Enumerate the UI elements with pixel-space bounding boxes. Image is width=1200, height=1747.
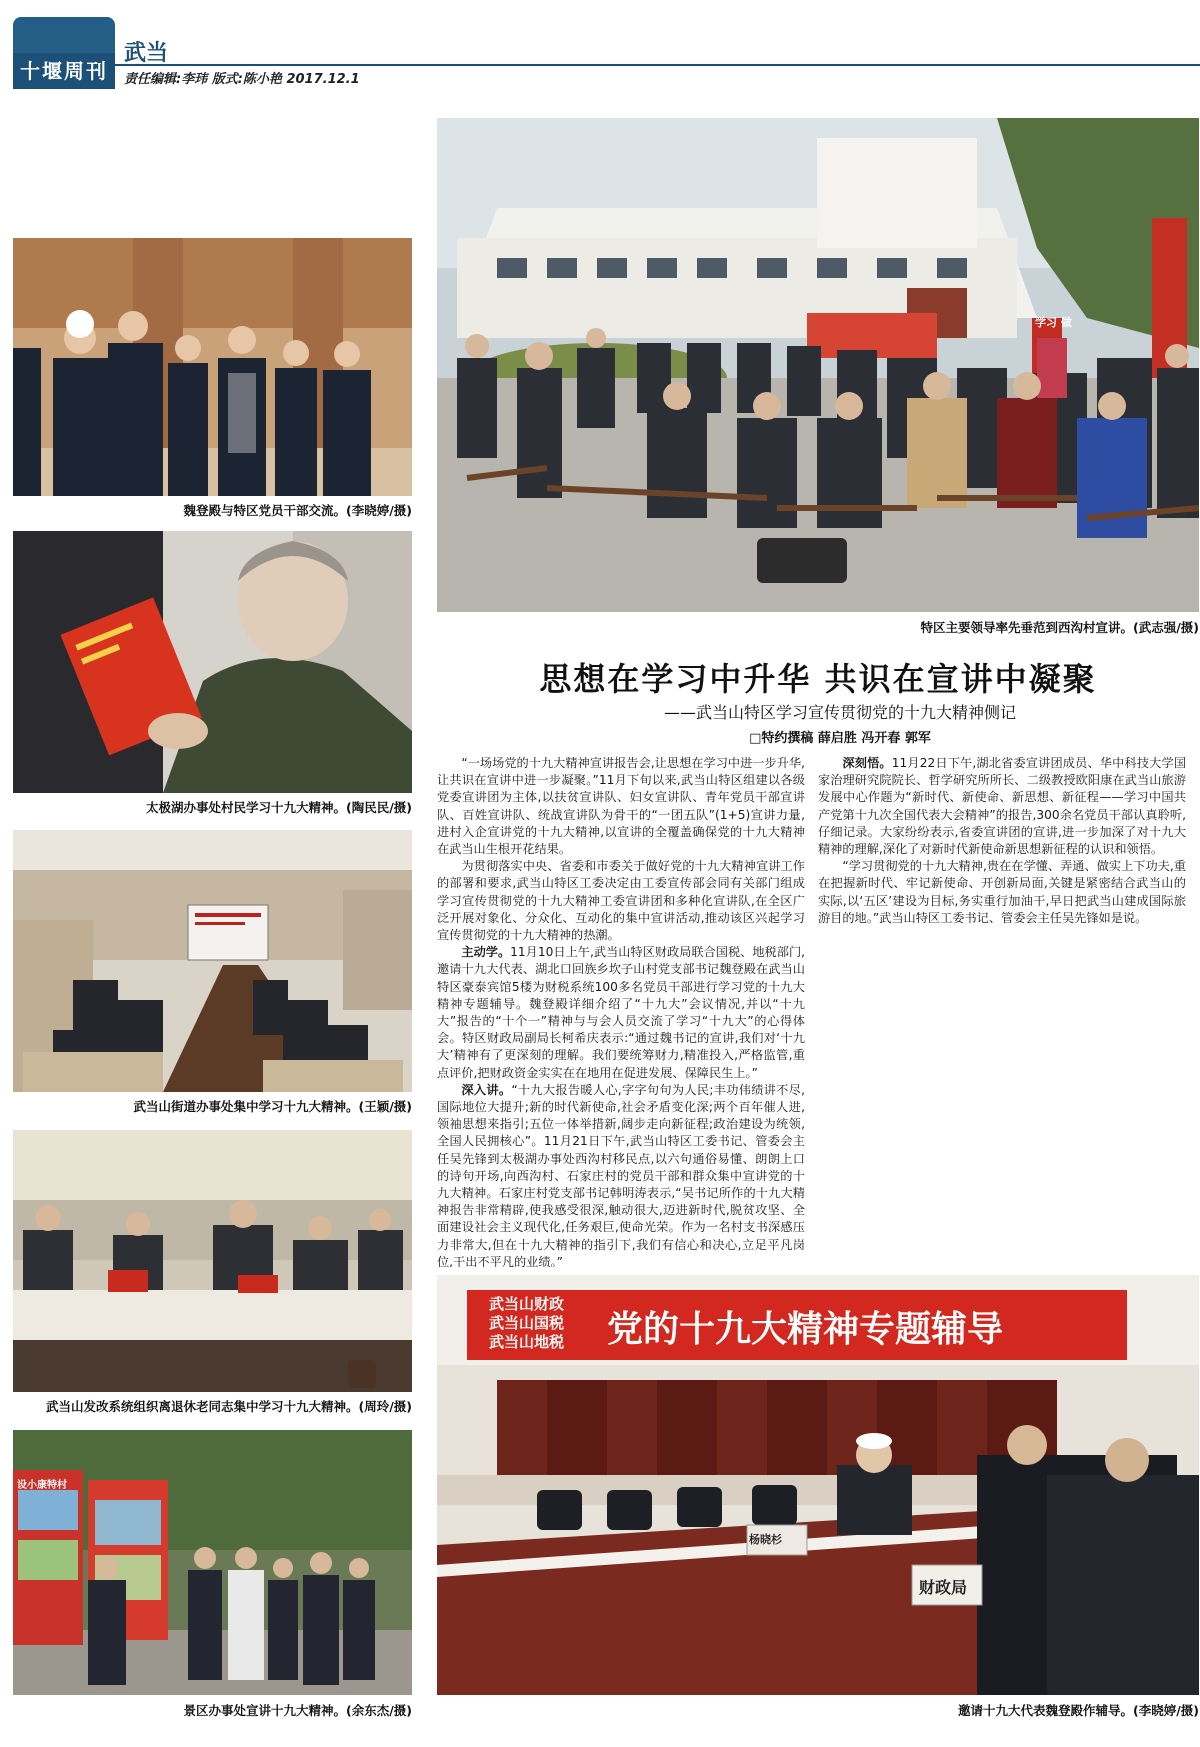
photo-scenic-area-lecture (13, 1430, 412, 1695)
paragraph (437, 944, 805, 1082)
paragraph-body: “十九大报告暖人心,字字句句为人民;丰功伟绩讲不尽,国际地位大提升;新的时代新使命,社会矛盾变化深;两个百年催人进,领袖思想来指引;五位一体举措新,阔步走向新征程;政治建设为统领,全国人民拥核心”。11月21日下午,武当山特区工委书记、管委会主任吴先锋到太极湖办事处西沟村移民点,以六句通俗易懂、朗朗上口的诗句开场,向西沟村、石家庄村的党员干部和群众集中宣讲党的十九大精神。石家庄村党支部书记韩明涛表示,“吴书记所作的十九大精神报告非常精辟,使我感受很深,触动很大,迈进新时代,脱贫攻坚、全面建设社会主义现代化,任务艰巨,使命光荣。作为一名村支书深感压力非常大,但在十九大精神的指引下,我们有信心和决心,立足平凡岗位,干出不平凡的业绩。” (437, 1082, 805, 1267)
paragraph-body: 11月10日上午,武当山特区财政局联合国税、地税部门,邀请十九大代表、湖北口回族乡坎子山村党支部书记魏登殿在武当山特区豪泰宾馆5楼为财税系统100多名党员干部进行学习党的十九大精神专题辅导。魏登殿详细介绍了“十九大”会议情况,并以“十九大”报告的“十个一”精神与与会人员交流了学习“十九大”的心得体会。特区财政局副局长柯希庆表示:“通过魏书记的宣讲,我们对‘十九大’精神有了更深刻的理解。我们要统筹财力,精准投入,严格监管,重点评价,把财政资金实实在在地用在促进发展、保障民生上。” (437, 945, 805, 1080)
board-text-main: 学习 做 (1035, 316, 1072, 329)
banner-line: 武当山财政 (489, 1295, 565, 1313)
banner-title: 党的十九大精神专题辅导 (607, 1309, 1004, 1350)
paragraph-lead: 深刻悟。 (842, 756, 892, 770)
article-byline: □特约撰稿 薛启胜 冯开春 郭军 (749, 731, 931, 746)
paragraph-lead: 深入讲。 (461, 1082, 512, 1097)
article-column-1 (437, 755, 805, 1267)
paragraph (437, 1082, 805, 1267)
masthead-rule (115, 64, 1200, 66)
banner-line: 武当山国税 (489, 1314, 565, 1332)
caption-street-office-study: 武当山街道办事处集中学习十九大精神。(王颖/摄) (133, 1099, 412, 1114)
paragraph: “学习贯彻党的十九大精神,贵在在学懂、弄通、做实上下功夫,重在把握新时代、牢记新使命、开创新局面,关键是紧密结合武当山的实际,以‘五区’建设为目标,务实重行加油干,早日把武当山建成国际旅游目的地。”武当山特区工委书记、管委会主任吴先锋如是说。 (818, 859, 1186, 925)
section-title: 武当 (124, 41, 169, 66)
banner-left (489, 1295, 564, 1352)
caption-exchange: 魏登殿与特区党员干部交流。(李晓婷/摄) (183, 503, 412, 518)
photo-exchange (13, 238, 412, 496)
photo-street-office-study (13, 830, 412, 1092)
photo-villager-reading (13, 531, 412, 793)
caption-villager-reading: 太极湖办事处村民学习十九大精神。(陶民民/摄) (146, 800, 412, 815)
nameplate: 财政局 (919, 1578, 968, 1597)
photo-retirees-study (13, 1130, 412, 1392)
paragraph-lead: 主动学。 (461, 945, 511, 960)
paragraph: 为贯彻落实中央、省委和市委关于做好党的十九大精神宣讲工作的部署和要求,武当山特区工委决定由工委宣传部会同有关部门组成学习宣传贯彻党的十九大精神工委宣讲团和多种化宣讲队,在全区广泛开展对象化、分众化、互动化的集中宣讲活动,推动该区兴起学习宣传贯彻党的十九大精神的热潮。 (437, 859, 805, 943)
logo-text: 十堰周刊 (13, 53, 115, 89)
caption-representative-lecture: 邀请十九大代表魏登殿作辅导。(李晓婷/摄) (958, 1703, 1199, 1718)
paragraph-body: 11月22日下午,湖北省委宣讲团成员、华中科技大学国家治理研究院院长、哲学研究所所长、二级教授欧阳康在武当山旅游发展中心作题为“新时代、新使命、新思想、新征程——学习中国共产党第十九次全国代表大会精神”的报告,300余名党员干部认真聆听,仔细记录。大家纷纷表示,省委宣讲团的宣讲,进一步加深了对十九大精神的理解,深化了对新时代新使命新思想新征程的认识和领悟。 (818, 756, 1186, 857)
board-text: 设小康特村 (17, 1480, 67, 1491)
editor-credits: 责任编辑:李玮 版式:陈小艳 2017.12.1 (124, 72, 360, 87)
paragraph: “一场场党的十九大精神宣讲报告会,让思想在学习中进一步升华,让共识在宣讲中进一步凝聚。”11月下旬以来,武当山特区组建以各级党委宣讲团为主体,以扶贫宣讲队、妇女宣讲队、青年党员干部宣讲队、百姓宣讲队、统战宣讲队为骨干的“一团五队”(1+5)宣讲力量,进村入企宣讲党的十九大精神,以宣讲的全覆盖确保党的十九大精神在武当山生根开花结果。 (437, 756, 805, 857)
nameplate: 杨晓杉 (749, 1533, 782, 1546)
article-column-2 (818, 755, 1186, 1267)
photo-representative-lecture (437, 1275, 1199, 1695)
banner-line: 武当山地税 (489, 1333, 565, 1351)
caption-village-lecture: 特区主要领导率先垂范到西沟村宣讲。(武志强/摄) (920, 620, 1199, 635)
newspaper-logo (13, 17, 115, 89)
photo-village-lecture (437, 118, 1199, 612)
caption-scenic-area-lecture: 景区办事处宣讲十九大精神。(余东杰/摄) (183, 1703, 412, 1718)
paragraph (818, 755, 1186, 858)
article-headline: 思想在学习中升华 共识在宣讲中凝聚 (539, 660, 1097, 698)
caption-retirees-study: 武当山发改系统组织离退休老同志集中学习十九大精神。(周玲/摄) (46, 1399, 412, 1414)
article-subhead: ——武当山特区学习宣传贯彻党的十九大精神侧记 (663, 703, 1016, 722)
